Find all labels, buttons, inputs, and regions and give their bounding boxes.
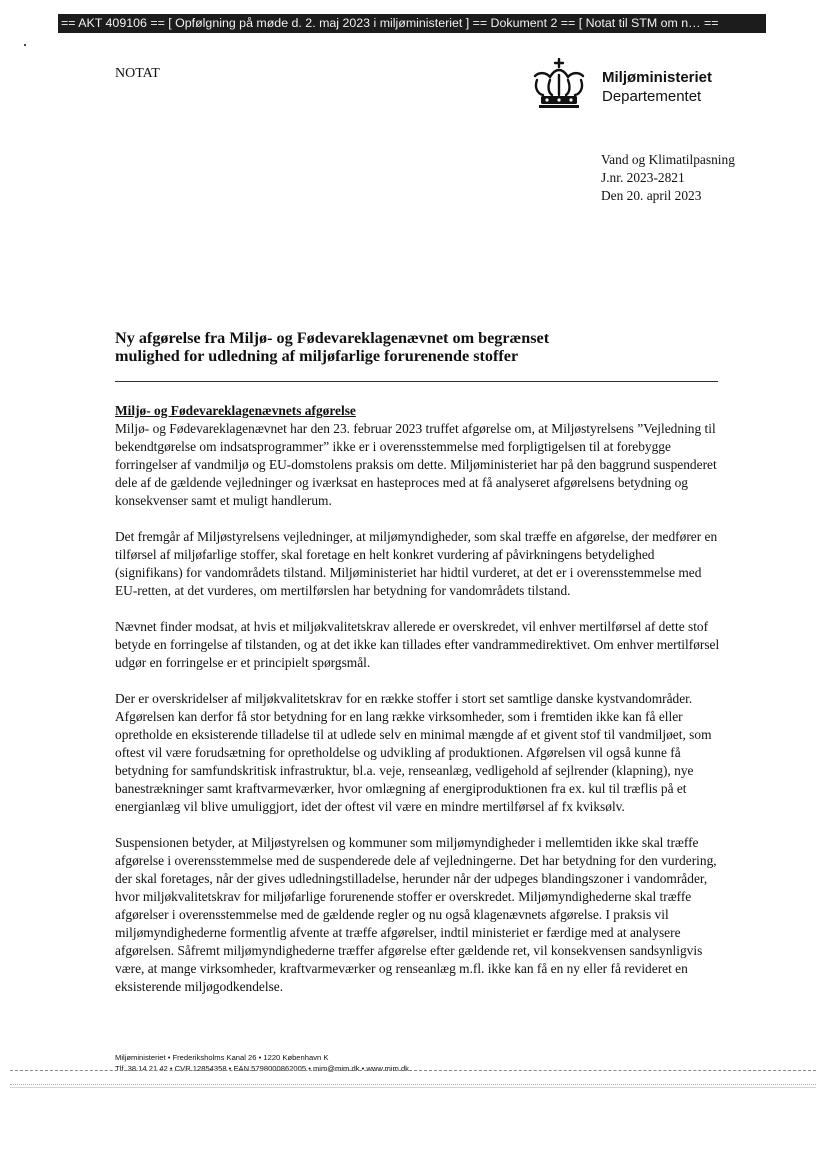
paragraph: Nævnet finder modsat, at hvis et miljøkvalitetskrav allerede er overskredet, vil enhver mertilførsel af dette stof betyde en forringelse af tilstanden, og at det ikke kan tillades efter vandrammedirektivet. Om enhver mertilførsel udgør en forringelse er et principielt spørgsmål. (115, 619, 720, 670)
scan-artifact-line (10, 1070, 816, 1071)
paragraph: Miljø- og Fødevareklagenævnet har den 23. februar 2023 truffet afgørelse om, at Miljøstyrelsens ”Vejledning til bekendtgørelse om indsatsprogrammer” ikke er i overensstemmelse med forpligtigelsen til at forebygge forringelser af vandmiljø og EU-domstolens praksis om dette. Miljøministeriet har på den baggrund suspenderet dele af de gældende vejledninger og iværksat en hasteproces med at få analyseret afgørelsens betydning og konsekvenser samt et muligt handlerum. (115, 421, 717, 508)
title-divider (115, 381, 718, 382)
journal-number: J.nr. 2023-2821 (601, 170, 685, 185)
organization-name: Miljøministeriet (602, 69, 713, 86)
scan-speck (24, 44, 26, 46)
document-title (115, 329, 715, 365)
paragraph: Suspensionen betyder, at Miljøstyrelsen og kommuner som miljømyndigheder i mellemtiden ikke skal træffe afgørelse i overensstemmelse med de suspenderede dele af vejledningerne. Det har betydning for den vurdering, der skal foretages, når der gives udledningstilladelse, herunder når der udpeges blandingszoner i vandområder, hvor miljøkvalitetskrav for miljøfarlige forurenende stoffer er overskredet. Miljømyndighederne skal træffe afgørelser i overensstemmelse med de gældende regler og nu også klagenævnets afgørelse. I praksis vil miljømyndighederne formentlig afvente at træffe afgørelser, indtil ministeriet er færdige med at analysere afgørelsen. Såfremt miljømyndighederne træffer afgørelse efter gældende ret, vil konsekvensen sandsynligvis være, at mange virksomheder, kraftvarmeværker og renseanlæg m.fl. ikke kan få en ny eller få revideret en eksisterende miljøgodkendelse. (115, 835, 717, 994)
paragraph: Der er overskridelser af miljøkvalitetskrav for en række stoffer i stort set samtlige danske kystvandområder. Afgørelsen kan derfor få stor betydning for en lang række virksomheder, som i fremtiden ikke kan få eller opretholde en eksisterende tilladelse til at udlede selv en minimal mængde af et givent stof til vandmiljøet, som oftest vil være forudsætning for opretholdelse og udvikling af produktionen. Afgørelsen vil også kunne få betydning for samfundskritisk infrastruktur, bl.a. veje, renseanlæg, vedligehold af sejlrender (klapning), nye banestrækninger samt kraftvarmeværker, hvor omlægning af energiproduktionen fra ex. kul til træflis på et energianlæg vil blive umuliggjort, idet der oftest vil være en mindre mertilførsel af fx kviksølv. (115, 691, 712, 814)
document-reference-bar: == AKT 409106 == [ Opfølgning på møde d. 2. maj 2023 i miljøministeriet ] == Dokument 2 == [ Notat til STM om n… == (58, 14, 766, 33)
document-metadata (601, 151, 735, 205)
document-body (115, 402, 721, 1014)
title-line-2: mulighed for udledning af miljøfarlige forurenende stoffer (115, 347, 519, 365)
title-line-1: Ny afgørelse fra Miljø- og Fødevareklagenævnet om begrænset (115, 329, 550, 347)
department-name: Departementet (602, 88, 702, 105)
office-name: Vand og Klimatilpasning (601, 152, 735, 167)
scan-artifact-line (10, 1087, 816, 1088)
footer-address: Miljøministeriet • Frederiksholms Kanal 26 • 1220 København K (115, 1053, 329, 1062)
document-date: Den 20. april 2023 (601, 188, 702, 203)
footer-contact: Tlf. 38 14 21 42 • CVR 12854358 • EAN 5798000862005 • mim@mim.dk • www.mim.dk (115, 1064, 409, 1073)
paragraph: Det fremgår af Miljøstyrelsens vejledninger, at miljømyndigheder, som skal træffe en afgørelse, der medfører en tilførsel af miljøfarlige stoffer, skal foretage en helt konkret vurdering af påvirkningens betydelighed (signifikans) for vandområdets tilstand. Miljøministeriet har hidtil vurderet, at det er i overensstemmelse med EU-retten, at det vurderes, om mertilførslen har betydning for vandområdets tilstand. (115, 529, 718, 598)
crown-icon (530, 58, 588, 110)
section-heading: Miljø- og Fødevareklagenævnets afgørelse (115, 403, 356, 418)
document-type-label: NOTAT (115, 66, 160, 81)
scan-artifact-line (10, 1084, 816, 1085)
